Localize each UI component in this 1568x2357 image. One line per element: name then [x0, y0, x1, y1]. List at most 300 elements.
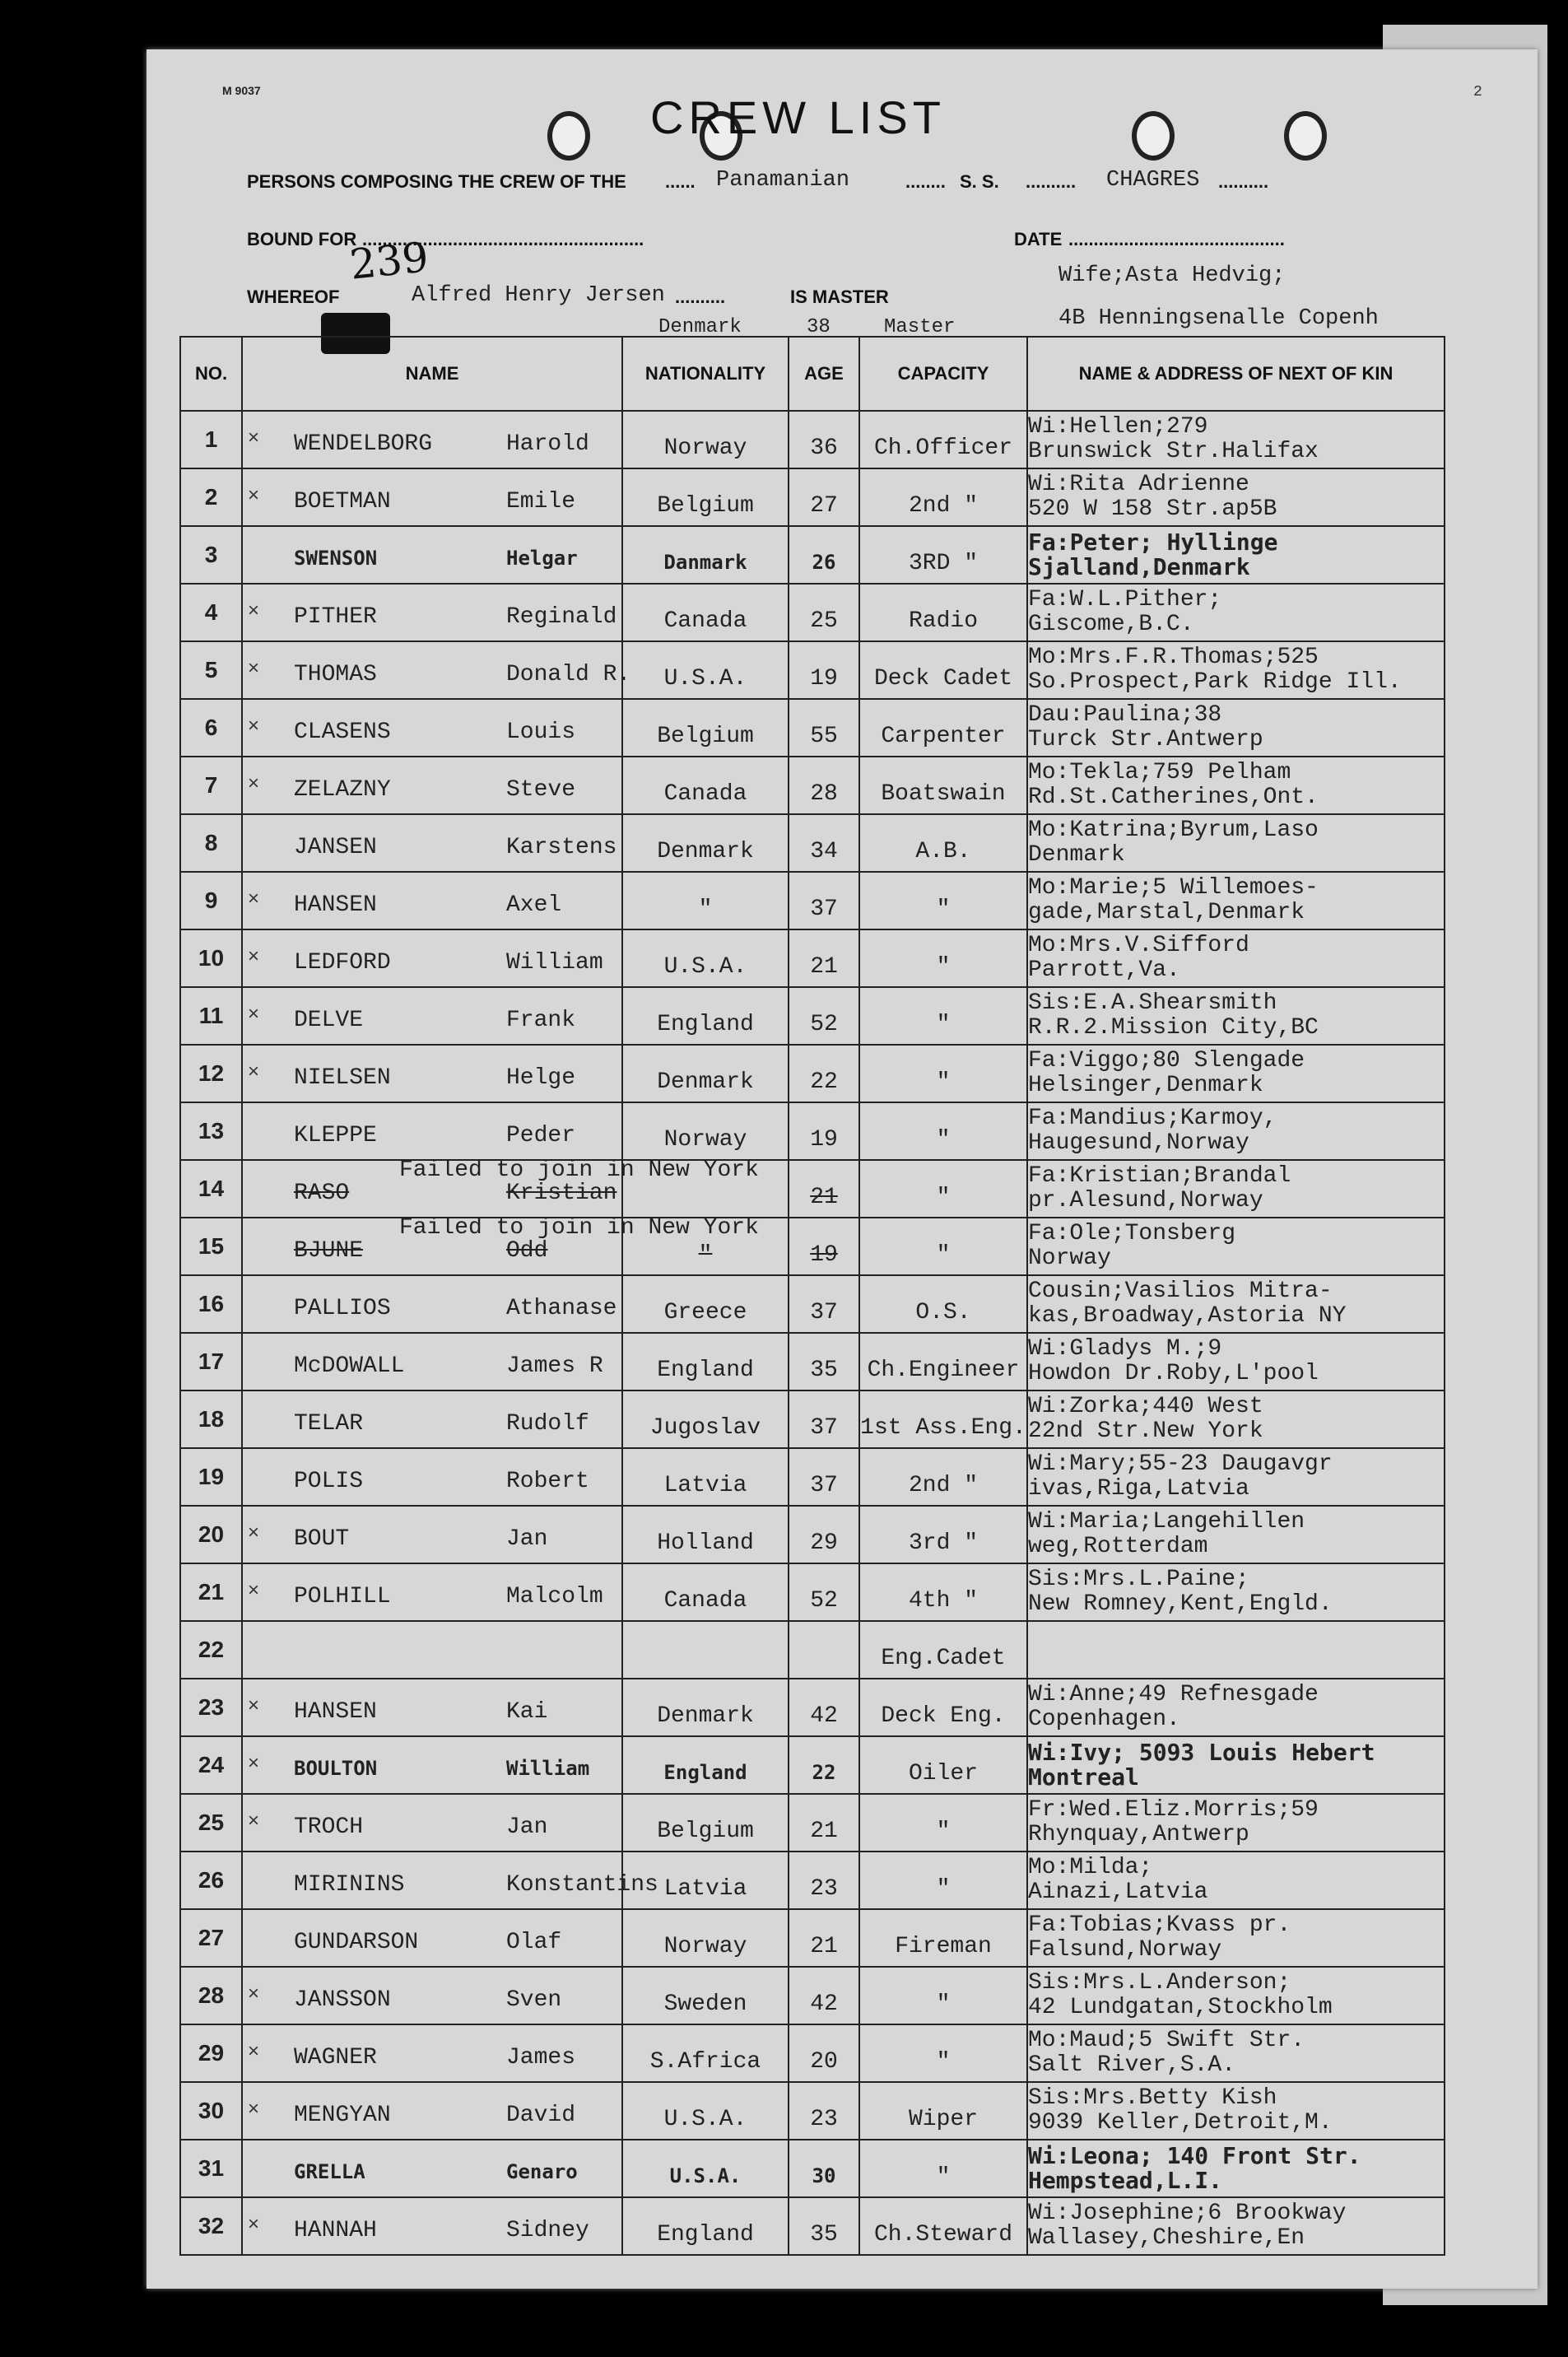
- capacity-cell: [859, 699, 1027, 757]
- table-row: [180, 929, 1445, 987]
- age-cell: [789, 641, 859, 699]
- capacity: ": [936, 1011, 951, 1037]
- check-mark: ×: [248, 2098, 260, 2120]
- capacity-cell: [859, 1333, 1027, 1390]
- age: 37: [810, 896, 838, 922]
- kin-line-2: Salt River,S.A.: [1028, 2052, 1236, 2078]
- age-cell: [789, 1506, 859, 1563]
- capacity-cell: [859, 1679, 1027, 1736]
- table-row: [180, 2024, 1445, 2082]
- kin-line-2: Giscome,B.C.: [1028, 612, 1194, 637]
- given-name: Helgar: [506, 547, 578, 570]
- name-cell: [242, 1045, 622, 1102]
- kin-line-2: Helsinger,Denmark: [1028, 1073, 1263, 1098]
- row-number: 16: [180, 1275, 242, 1333]
- capacity: 3RD ": [908, 550, 978, 576]
- nationality-cell: [622, 929, 789, 987]
- next-of-kin-cell: [1027, 1909, 1445, 1967]
- name-cell: [242, 1333, 622, 1390]
- table-row: [180, 584, 1445, 641]
- next-of-kin-cell: [1027, 1102, 1445, 1160]
- nationality-cell: [622, 699, 789, 757]
- table-row: [180, 1621, 1445, 1679]
- table-row: [180, 1506, 1445, 1563]
- nationality-cell: [622, 2024, 789, 2082]
- capacity-cell: [859, 872, 1027, 929]
- kin-line-2: Brunswick Str.Halifax: [1028, 439, 1319, 464]
- row-number: 15: [180, 1218, 242, 1275]
- capacity: Wiper: [908, 2106, 978, 2132]
- nationality: Greece: [663, 1299, 747, 1325]
- capacity: Ch.Officer: [873, 435, 1013, 461]
- row-number: 2: [180, 468, 242, 526]
- nationality: Belgium: [657, 723, 754, 749]
- surname: POLHILL: [294, 1584, 391, 1609]
- surname: SWENSON: [294, 547, 378, 570]
- check-mark: ×: [248, 1003, 260, 1025]
- nationality-cell: [622, 1621, 789, 1679]
- failed-to-join-note: Failed to join in New York: [399, 1158, 759, 1183]
- age-cell: [789, 1563, 859, 1621]
- capacity-cell: [859, 1218, 1027, 1275]
- age: 34: [810, 838, 838, 864]
- surname: DELVE: [294, 1008, 364, 1033]
- age-cell: [789, 2024, 859, 2082]
- next-of-kin-cell: [1027, 929, 1445, 987]
- next-of-kin-cell: [1027, 641, 1445, 699]
- dotted-leader: ..........: [675, 286, 726, 307]
- kin-line-1: Wi:Anne;49 Refnesgade: [1028, 1682, 1319, 1707]
- age-cell: [789, 929, 859, 987]
- next-of-kin-cell: [1027, 1563, 1445, 1621]
- next-of-kin-cell: [1027, 1448, 1445, 1506]
- kin-line-1: Wi:Zorka;440 West: [1028, 1394, 1263, 1419]
- nationality-cell: [622, 1909, 789, 1967]
- kin-line-1: Wi:Mary;55-23 Daugavgr: [1028, 1451, 1333, 1477]
- master-kin-line-1: Wife;Asta Hedvig;: [1059, 263, 1286, 288]
- age: 27: [810, 492, 838, 519]
- form-number: M 9037: [222, 84, 261, 97]
- age: 29: [810, 1530, 838, 1556]
- kin-line-1: Sis:Mrs.L.Paine;: [1028, 1567, 1249, 1592]
- nationality: Canada: [663, 608, 747, 634]
- punch-hole-4: [1284, 111, 1327, 161]
- row-number: 12: [180, 1045, 242, 1102]
- capacity: Radio: [908, 608, 978, 634]
- given-name: Harold: [506, 431, 589, 457]
- nationality-cell: [622, 1679, 789, 1736]
- capacity-cell: [859, 757, 1027, 814]
- nationality-cell: [622, 2197, 789, 2255]
- age-cell: [789, 1621, 859, 1679]
- table-row: [180, 1967, 1445, 2024]
- nationality-cell: [622, 2082, 789, 2140]
- name-cell: [242, 1621, 622, 1679]
- kin-line-1: Mo:Maud;5 Swift Str.: [1028, 2028, 1305, 2053]
- name-cell: [242, 411, 622, 468]
- punch-hole-1: [547, 111, 590, 161]
- page-title: CREW LIST: [650, 91, 946, 143]
- surname: LEDFORD: [294, 950, 391, 976]
- capacity-cell: [859, 987, 1027, 1045]
- age: 55: [810, 723, 838, 749]
- nationality: Norway: [663, 435, 747, 461]
- nationality-cell: [622, 411, 789, 468]
- age: 35: [810, 1357, 838, 1383]
- persons-label: PERSONS COMPOSING THE CREW OF THE: [247, 171, 626, 192]
- kin-line-1: Fa:Ole;Tonsberg: [1028, 1221, 1236, 1246]
- kin-line-1: Fa:Kristian;Brandal: [1028, 1163, 1291, 1189]
- row-number: 31: [180, 2140, 242, 2197]
- capacity-cell: [859, 584, 1027, 641]
- next-of-kin-cell: [1027, 526, 1445, 584]
- nationality-cell: [622, 757, 789, 814]
- table-row: [180, 1679, 1445, 1736]
- surname: KLEPPE: [294, 1123, 377, 1148]
- age: 37: [810, 1299, 838, 1325]
- nationality: Holland: [657, 1530, 754, 1556]
- nationality-cell: [622, 526, 789, 584]
- age-cell: [789, 2197, 859, 2255]
- next-of-kin-cell: [1027, 1736, 1445, 1794]
- capacity: 1st Ass.Eng.: [860, 1414, 1026, 1441]
- age: 19: [810, 1126, 838, 1153]
- row-number: 6: [180, 699, 242, 757]
- given-name: William: [506, 950, 603, 976]
- ship-name: CHAGRES: [1106, 168, 1200, 193]
- age-cell: [789, 1102, 859, 1160]
- given-name: Jan: [506, 1526, 548, 1552]
- col-next-of-kin: NAME & ADDRESS OF NEXT OF KIN: [1027, 337, 1445, 411]
- kin-line-2: Haugesund,Norway: [1028, 1130, 1249, 1156]
- capacity: Boatswain: [881, 780, 1006, 807]
- capacity: Carpenter: [881, 723, 1006, 749]
- kin-line-2: R.R.2.Mission City,BC: [1028, 1015, 1319, 1041]
- given-name: Robert: [506, 1469, 589, 1494]
- name-cell: [242, 468, 622, 526]
- capacity-cell: [859, 929, 1027, 987]
- age: 36: [810, 435, 838, 461]
- table-row: [180, 2140, 1445, 2197]
- kin-line-2: So.Prospect,Park Ridge Ill.: [1028, 669, 1402, 695]
- name-cell: [242, 2197, 622, 2255]
- capacity-cell: [859, 1448, 1027, 1506]
- next-of-kin-cell: [1027, 1967, 1445, 2024]
- nationality-cell: [622, 1736, 789, 1794]
- age-cell: [789, 1390, 859, 1448]
- given-name: Genaro: [506, 2160, 578, 2183]
- age: 28: [810, 780, 838, 807]
- name-cell: [242, 699, 622, 757]
- table-row: [180, 641, 1445, 699]
- dotted-leader: ........................................................: [362, 229, 644, 249]
- nationality: Canada: [663, 1587, 747, 1614]
- nationality: Denmark: [657, 1703, 754, 1729]
- surname: JANSSON: [294, 1987, 391, 2013]
- table-row: [180, 987, 1445, 1045]
- kin-line-1: Mo:Milda;: [1028, 1855, 1153, 1880]
- nationality-cell: [622, 1506, 789, 1563]
- nationality-cell: [622, 1275, 789, 1333]
- flag-value: Panamanian: [716, 168, 850, 193]
- kin-line-2: Turck Str.Antwerp: [1028, 727, 1263, 752]
- nationality-cell: [622, 1852, 789, 1909]
- given-name: Sven: [506, 1987, 562, 2013]
- check-mark: ×: [248, 1982, 260, 2005]
- row-number: 8: [180, 814, 242, 872]
- capacity: ": [936, 1875, 951, 1902]
- check-mark: ×: [248, 715, 260, 737]
- row-number: 32: [180, 2197, 242, 2255]
- capacity-cell: [859, 1275, 1027, 1333]
- kin-line-2: gade,Marstal,Denmark: [1028, 900, 1305, 925]
- capacity: Ch.Steward: [873, 2221, 1013, 2248]
- table-row: [180, 2082, 1445, 2140]
- nationality-cell: [622, 1390, 789, 1448]
- nationality: ": [698, 896, 713, 922]
- row-number: 14: [180, 1160, 242, 1218]
- name-cell: [242, 584, 622, 641]
- capacity: Eng.Cadet: [881, 1645, 1006, 1671]
- kin-line-1: Wi:Josephine;6 Brookway: [1028, 2201, 1347, 2226]
- age: 26: [812, 550, 836, 574]
- given-name: Sidney: [506, 2218, 589, 2243]
- capacity: ": [936, 953, 951, 980]
- given-name: James R: [506, 1353, 603, 1379]
- kin-line-2: 9039 Keller,Detroit,M.: [1028, 2110, 1333, 2136]
- age: 19: [810, 665, 838, 692]
- kin-line-1: Sis:Mrs.Betty Kish: [1028, 2085, 1277, 2111]
- name-cell: [242, 1909, 622, 1967]
- kin-line-1: Mo:Tekla;759 Pelham: [1028, 760, 1291, 785]
- next-of-kin-cell: [1027, 2140, 1445, 2197]
- surname: HANNAH: [294, 2218, 377, 2243]
- given-name: David: [506, 2103, 576, 2128]
- age-cell: [789, 2140, 859, 2197]
- kin-line-2: Denmark: [1028, 842, 1125, 868]
- row-number: 13: [180, 1102, 242, 1160]
- age-cell: [789, 468, 859, 526]
- check-mark: ×: [248, 772, 260, 794]
- next-of-kin-cell: [1027, 2082, 1445, 2140]
- kin-line-2: New Romney,Kent,Engld.: [1028, 1591, 1333, 1617]
- surname: JANSEN: [294, 835, 377, 860]
- check-mark: ×: [248, 426, 260, 449]
- capacity: A.B.: [915, 838, 971, 864]
- surname: BOULTON: [294, 1757, 378, 1780]
- age-cell: [789, 1275, 859, 1333]
- age: 19: [810, 1241, 838, 1268]
- capacity: 3rd ": [908, 1530, 978, 1556]
- table-row: [180, 468, 1445, 526]
- given-name: Peder: [506, 1123, 576, 1148]
- name-cell: [242, 929, 622, 987]
- kin-line-1: Sis:Mrs.L.Anderson;: [1028, 1970, 1291, 1996]
- kin-line-1: Fr:Wed.Eliz.Morris;59: [1028, 1797, 1319, 1823]
- row-number: 25: [180, 1794, 242, 1852]
- row-number: 5: [180, 641, 242, 699]
- row-number: 1: [180, 411, 242, 468]
- master-age: 38: [807, 316, 831, 338]
- capacity: ": [936, 2164, 951, 2190]
- nationality-cell: [622, 987, 789, 1045]
- nationality: England: [663, 1760, 747, 1784]
- table-header-row: [180, 337, 1445, 411]
- capacity: ": [936, 1241, 951, 1268]
- next-of-kin-cell: [1027, 1794, 1445, 1852]
- nationality-cell: [622, 1794, 789, 1852]
- table-row: [180, 1390, 1445, 1448]
- row-number: 23: [180, 1679, 242, 1736]
- row-number: 3: [180, 526, 242, 584]
- age-cell: [789, 1160, 859, 1218]
- capacity-cell: [859, 468, 1027, 526]
- age-cell: [789, 526, 859, 584]
- age: 25: [810, 608, 838, 634]
- date-label: DATE: [1014, 229, 1063, 249]
- kin-line-1: Wi:Gladys M.;9: [1028, 1336, 1222, 1362]
- surname: HANSEN: [294, 1699, 377, 1725]
- age: 21: [810, 953, 838, 980]
- master-capacity: Master: [884, 316, 956, 338]
- row-number: 24: [180, 1736, 242, 1794]
- age: 23: [810, 1875, 838, 1902]
- col-no: NO.: [180, 337, 242, 411]
- nationality: Latvia: [663, 1472, 747, 1498]
- capacity-cell: [859, 2197, 1027, 2255]
- capacity-cell: [859, 1736, 1027, 1794]
- check-mark: ×: [248, 1579, 260, 1601]
- next-of-kin-cell: [1027, 1218, 1445, 1275]
- nationality: England: [657, 2221, 754, 2248]
- page-number: 2: [1473, 84, 1482, 100]
- check-mark: ×: [248, 2213, 260, 2235]
- given-name: Olaf: [506, 1930, 562, 1955]
- kin-line-1: Wi:Rita Adrienne: [1028, 472, 1249, 497]
- surname: WAGNER: [294, 2045, 377, 2071]
- dotted-leader: ...........................................: [1068, 229, 1285, 249]
- capacity-cell: [859, 2082, 1027, 2140]
- table-row: [180, 757, 1445, 814]
- table-row: [180, 411, 1445, 468]
- age: 42: [810, 1991, 838, 2017]
- name-cell: [242, 1506, 622, 1563]
- row-number: 11: [180, 987, 242, 1045]
- capacity-cell: [859, 1390, 1027, 1448]
- table-row: [180, 1218, 1445, 1275]
- kin-line-1: Sis:E.A.Shearsmith: [1028, 990, 1277, 1016]
- age: 30: [812, 2164, 836, 2187]
- kin-line-1: Wi:Leona; 140 Front Str.: [1028, 2142, 1361, 2169]
- next-of-kin-cell: [1027, 1679, 1445, 1736]
- dotted-leader: ..........: [1218, 171, 1269, 192]
- nationality-cell: [622, 872, 789, 929]
- surname: GUNDARSON: [294, 1930, 419, 1955]
- row-number: 10: [180, 929, 242, 987]
- age: 52: [810, 1587, 838, 1614]
- row-number: 7: [180, 757, 242, 814]
- capacity: ": [936, 1991, 951, 2017]
- surname: THOMAS: [294, 662, 377, 687]
- nationality: England: [657, 1011, 754, 1037]
- age: 23: [810, 2106, 838, 2132]
- kin-line-2: Hempstead,L.I.: [1028, 2167, 1223, 2194]
- failed-to-join-note: Failed to join in New York: [399, 1215, 759, 1241]
- surname: NIELSEN: [294, 1065, 391, 1091]
- given-name: Louis: [506, 720, 576, 745]
- kin-line-1: Fa:Viggo;80 Slengade: [1028, 1048, 1305, 1074]
- age-cell: [789, 872, 859, 929]
- next-of-kin-cell: [1027, 1621, 1445, 1679]
- nationality-cell: [622, 468, 789, 526]
- ss-label: S. S.: [960, 171, 999, 192]
- given-name: Athanase: [506, 1296, 617, 1321]
- kin-line-1: Fa:W.L.Pither;: [1028, 587, 1222, 613]
- given-name: Konstantins: [506, 1872, 658, 1898]
- nationality-cell: [622, 641, 789, 699]
- kin-line-2: Parrott,Va.: [1028, 957, 1180, 983]
- check-mark: ×: [248, 945, 260, 967]
- nationality: U.S.A.: [663, 665, 747, 692]
- kin-line-2: Copenhagen.: [1028, 1707, 1180, 1732]
- nationality: U.S.A.: [663, 2106, 747, 2132]
- nationality: U.S.A.: [663, 953, 747, 980]
- age-cell: [789, 1045, 859, 1102]
- table-row: [180, 1275, 1445, 1333]
- nationality: Denmark: [657, 838, 754, 864]
- table-row: [180, 814, 1445, 872]
- next-of-kin-cell: [1027, 468, 1445, 526]
- capacity-cell: [859, 1563, 1027, 1621]
- name-cell: [242, 1102, 622, 1160]
- next-of-kin-cell: [1027, 2024, 1445, 2082]
- capacity: ": [936, 1069, 951, 1095]
- col-name: NAME: [242, 337, 622, 411]
- check-mark: ×: [248, 1810, 260, 1832]
- dotted-leader: ........: [905, 171, 946, 192]
- surname: PALLIOS: [294, 1296, 391, 1321]
- capacity-cell: [859, 1045, 1027, 1102]
- capacity-cell: [859, 1621, 1027, 1679]
- age-cell: [789, 1909, 859, 1967]
- capacity: 2nd ": [908, 1472, 978, 1498]
- name-cell: [242, 1967, 622, 2024]
- nationality-cell: [622, 1563, 789, 1621]
- given-name: Rudolf: [506, 1411, 589, 1437]
- age-cell: [789, 1852, 859, 1909]
- surname: BOETMAN: [294, 489, 391, 515]
- check-mark: ×: [248, 1060, 260, 1083]
- name-cell: [242, 2140, 622, 2197]
- row-number: 21: [180, 1563, 242, 1621]
- kin-line-1: Wi:Hellen;279: [1028, 414, 1208, 440]
- given-name: Karstens: [506, 835, 617, 860]
- table-row: [180, 1794, 1445, 1852]
- nationality: England: [657, 1357, 754, 1383]
- check-mark: ×: [248, 2040, 260, 2062]
- row-number: 20: [180, 1506, 242, 1563]
- nationality: Danmark: [663, 550, 747, 574]
- kin-line-2: weg,Rotterdam: [1028, 1534, 1208, 1559]
- nationality: Norway: [663, 1126, 747, 1153]
- given-name: James: [506, 2045, 576, 2071]
- name-cell: [242, 757, 622, 814]
- next-of-kin-cell: [1027, 1390, 1445, 1448]
- capacity-cell: [859, 1102, 1027, 1160]
- age: 21: [810, 1933, 838, 1959]
- kin-line-1: Fa:Tobias;Kvass pr.: [1028, 1912, 1291, 1938]
- kin-line-1: Mo:Mrs.V.Sifford: [1028, 933, 1249, 958]
